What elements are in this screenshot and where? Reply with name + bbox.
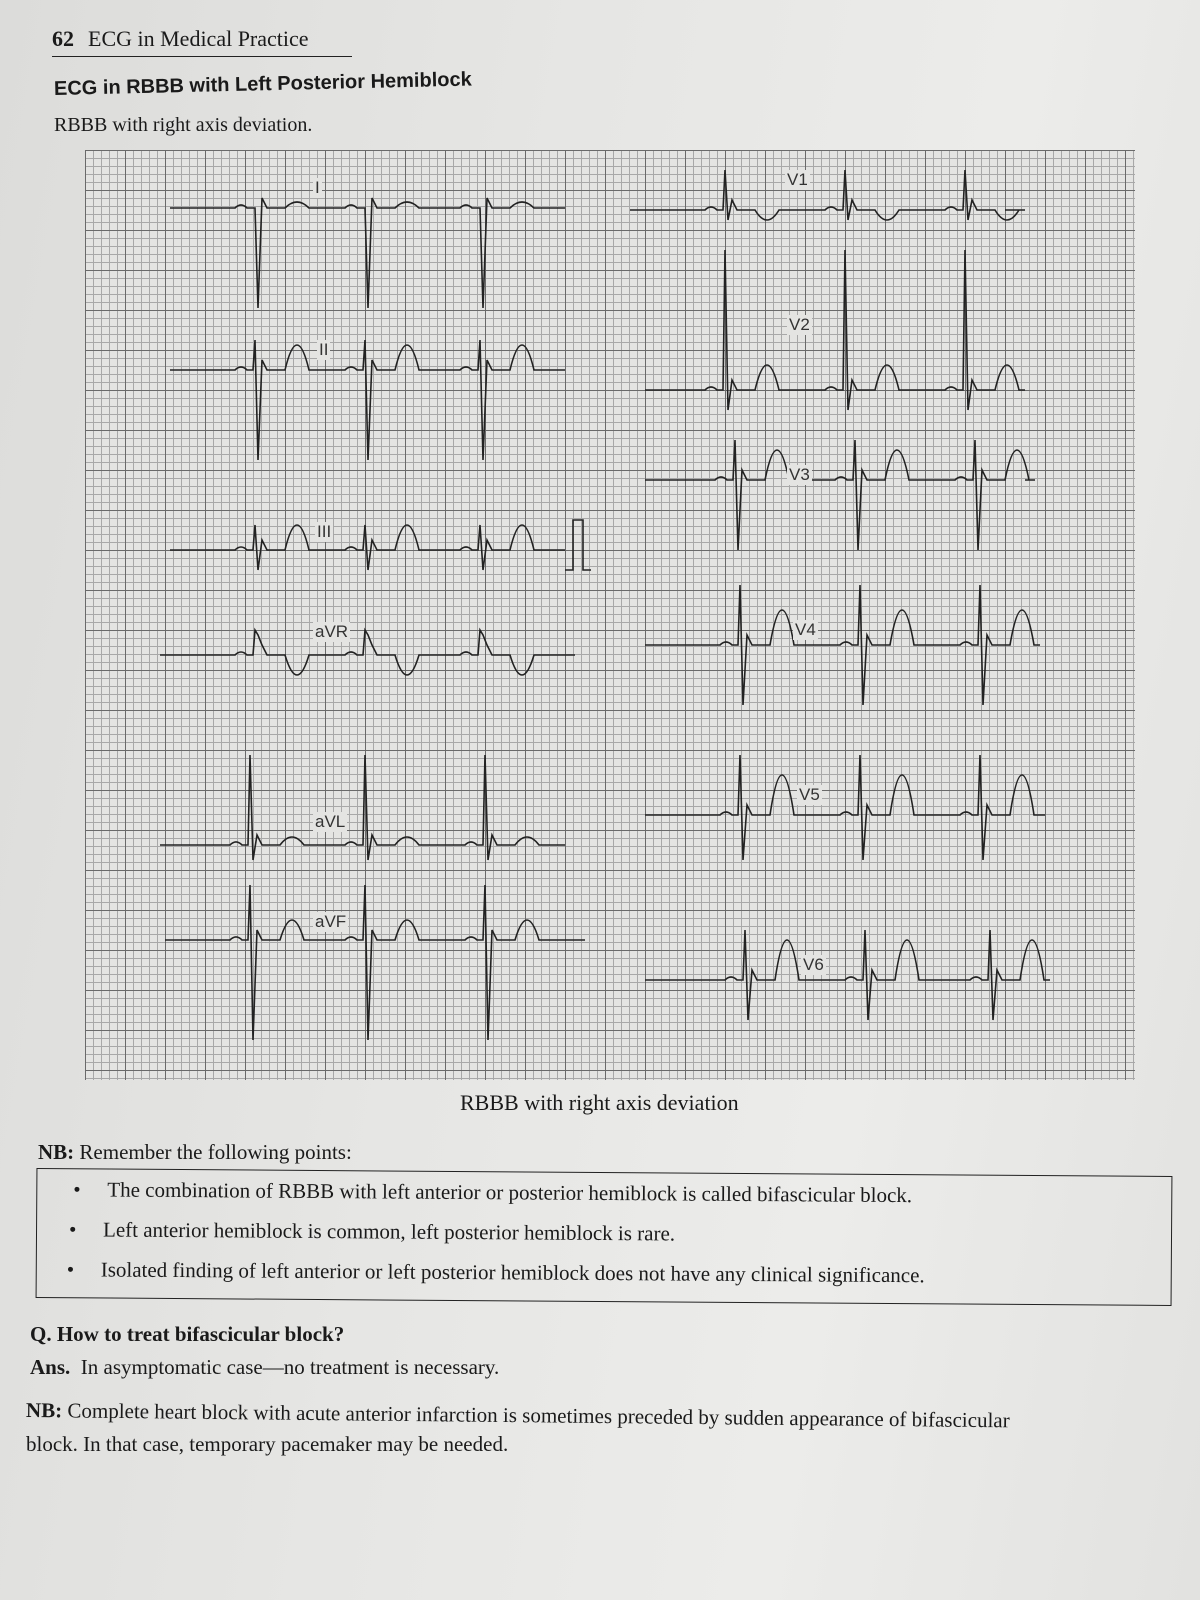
notes-heading-text: Remember the following points: [74, 1140, 352, 1164]
running-header [52, 26, 352, 57]
figure-caption: RBBB with right axis deviation [460, 1090, 739, 1115]
answer [30, 1355, 499, 1380]
lead-label-v5: V5 [799, 785, 820, 804]
question: Q. How to treat bifascicular block? [30, 1322, 345, 1346]
ecg-trace [645, 440, 1035, 550]
lead-label-i: I [315, 178, 320, 197]
lead-label-avf: aVF [315, 912, 347, 931]
lead-label-iii: III [317, 522, 332, 541]
notes-heading [38, 1140, 352, 1165]
lead-label-v6: V6 [803, 955, 824, 974]
page-number: 62 [52, 26, 74, 51]
lead-label-v3: V3 [789, 465, 810, 484]
running-title: ECG in Medical Practice [88, 26, 309, 51]
ecg-trace [165, 885, 585, 1040]
ecg-trace [645, 755, 1045, 860]
nb-note-continued: block. In that case, temporary pacemaker may be needed. [26, 1432, 509, 1456]
ecg-trace [630, 170, 1025, 220]
answer-label: Ans. [30, 1355, 71, 1379]
answer-text: In asymptomatic case—no treatment is necessary. [80, 1355, 500, 1379]
ecg-trace [170, 340, 565, 460]
ecg-trace [645, 585, 1040, 705]
section-title: ECG in RBBB with Left Posterior Hemiblock [53, 68, 472, 100]
nb-note [26, 1398, 1010, 1433]
nb-label: NB: [25, 1398, 63, 1423]
calibration-pulse [565, 520, 591, 570]
ecg-trace [645, 250, 1025, 410]
nb-text: Complete heart block with acute anterior infarction is sometimes preceded by sudden appearance of bifascicular [62, 1398, 1010, 1433]
section-subtitle: RBBB with right axis deviation. [54, 114, 313, 136]
lead-label-v2: V2 [789, 315, 810, 334]
note-point: • The combination of RBBB with left anterior or posterior hemiblock is called bifascicular block. [107, 1178, 912, 1209]
lead-label-ii: II [319, 340, 329, 359]
ecg-strip [85, 150, 1135, 1080]
ecg-traces [85, 150, 1135, 1080]
ecg-trace [645, 930, 1050, 1020]
lead-label-avr: aVR [315, 622, 349, 641]
lead-label-v4: V4 [795, 620, 816, 639]
ecg-trace [160, 630, 575, 675]
notes-box [36, 1168, 1173, 1306]
lead-label-avl: aVL [315, 812, 346, 831]
ecg-trace [170, 198, 565, 308]
ecg-trace [160, 755, 565, 860]
notes-heading-label: NB: [38, 1140, 75, 1164]
ecg-trace [170, 525, 565, 570]
lead-label-v1: V1 [787, 170, 808, 189]
note-point: • Left anterior hemiblock is common, left posterior hemiblock is rare. [103, 1218, 675, 1247]
note-point: • Isolated finding of left anterior or left posterior hemiblock does not have any clinical significance. [101, 1257, 925, 1288]
